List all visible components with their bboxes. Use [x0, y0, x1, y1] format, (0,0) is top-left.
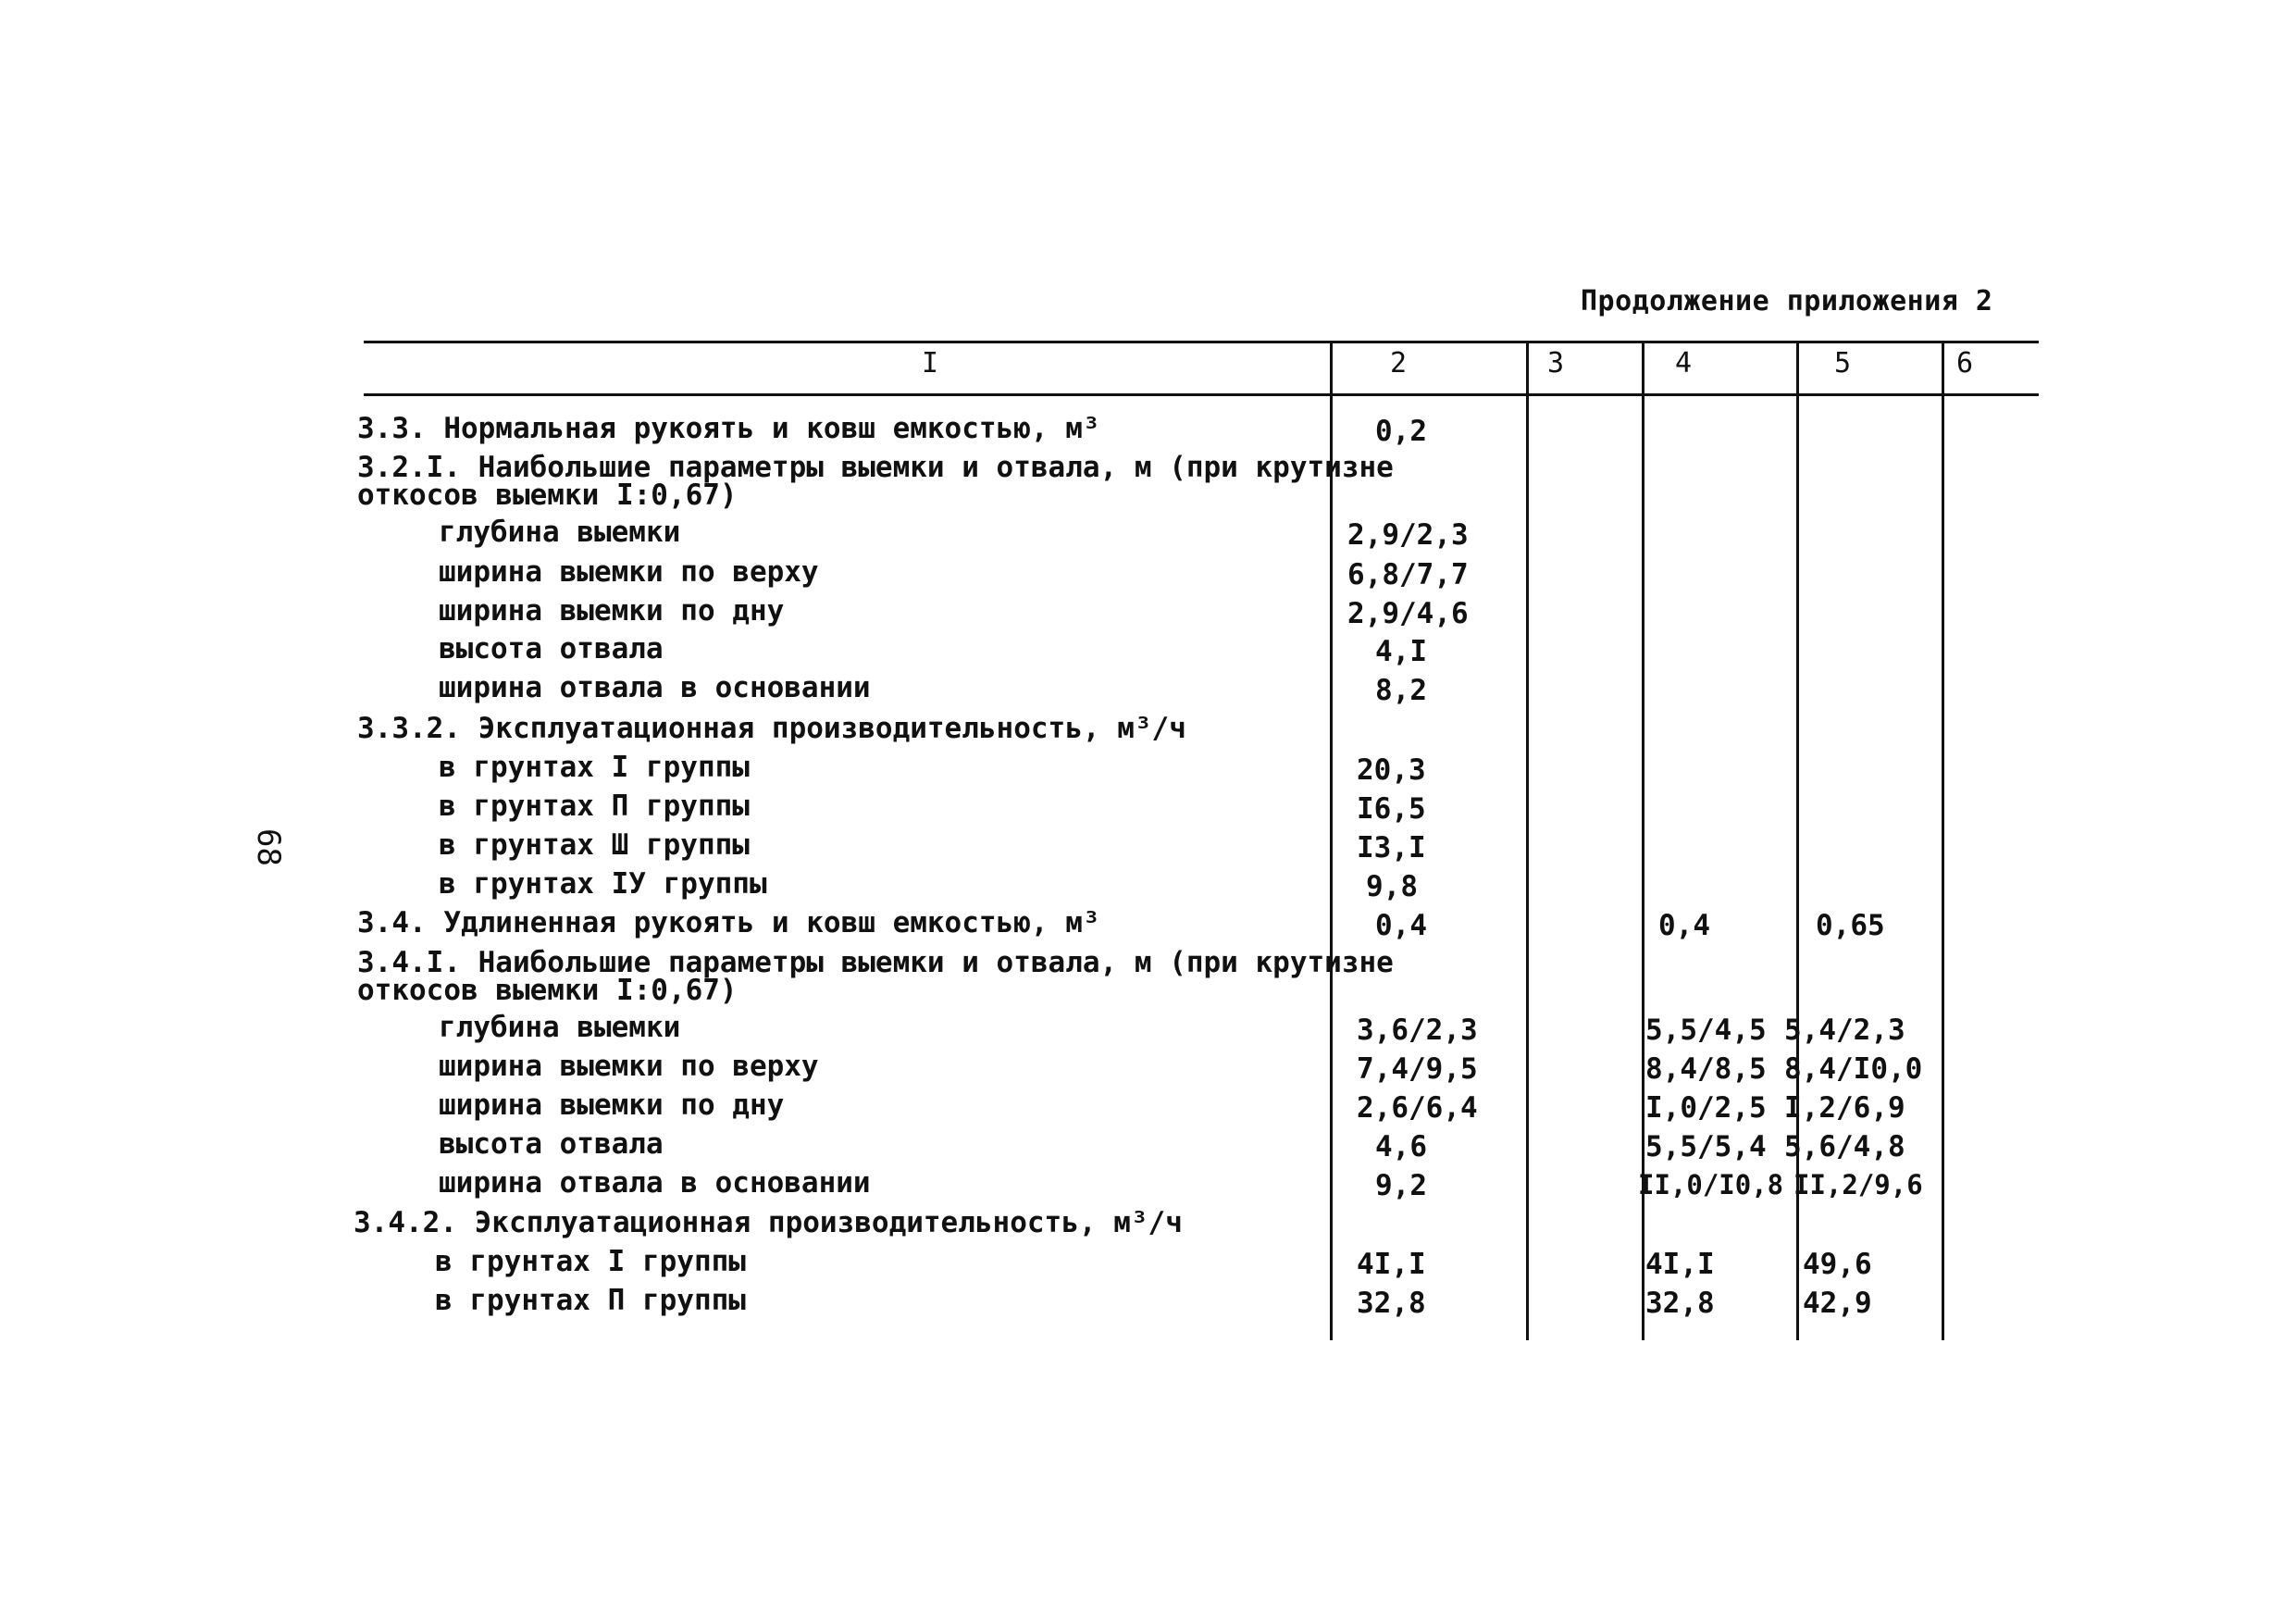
row-label: в грунтах П группы	[439, 790, 750, 823]
cell-col2: 4I,I	[1357, 1248, 1426, 1281]
cell-col5: 5,4/2,3	[1784, 1014, 1905, 1047]
row-label: глубина выемки	[439, 516, 681, 549]
row-label: 3.4.I. Наибольшие параметры выемки и отвала, м (при крутизне откосов выемки I:0,67)	[357, 946, 1394, 1007]
row-label: в грунтах П группы	[435, 1284, 746, 1317]
cell-col2: 32,8	[1357, 1287, 1426, 1320]
cell-col2: 4,6	[1375, 1130, 1427, 1163]
row-label: ширина выемки по дну	[439, 594, 785, 628]
cell-col5: I,2/6,9	[1784, 1091, 1905, 1125]
cell-col5: II,2/9,6	[1793, 1169, 1923, 1200]
row-label: 3.4. Удлиненная рукоять и ковш емкостью, м³	[357, 906, 1100, 939]
cell-col5: 42,9	[1803, 1287, 1872, 1320]
row-label: 3.4.2. Эксплуатационная производительность, м³/ч	[354, 1206, 1183, 1239]
header-top-rule	[364, 341, 2039, 343]
cell-col4: 0,4	[1658, 909, 1710, 942]
header-col-1: I	[922, 347, 939, 379]
col-divider-2	[1526, 341, 1529, 1340]
cell-col2: 0,2	[1375, 415, 1427, 448]
header-col-3: 3	[1547, 347, 1565, 379]
cell-col5: 8,4/I0,0	[1784, 1052, 1923, 1086]
row-label: ширина выемки по верху	[439, 1050, 819, 1083]
cell-col2: 7,4/9,5	[1357, 1052, 1478, 1086]
row-label: ширина отвала в основании	[439, 1166, 871, 1200]
cell-col4: 32,8	[1645, 1287, 1715, 1320]
cell-col2: 20,3	[1357, 753, 1426, 787]
cell-col2: 9,2	[1375, 1169, 1427, 1202]
cell-col4: I,0/2,5	[1645, 1091, 1767, 1125]
cell-col4: 4I,I	[1645, 1248, 1715, 1281]
cell-col4: 8,4/8,5	[1645, 1052, 1767, 1086]
row-label: высота отвала	[439, 632, 664, 665]
caption: Продолжение приложения 2	[1581, 285, 1993, 317]
cell-col5: 5,6/4,8	[1784, 1130, 1905, 1163]
header-bottom-rule	[364, 393, 2039, 396]
row-label: 3.3.2. Эксплуатационная производительность, м³/ч	[357, 712, 1186, 745]
page-number: 68	[250, 828, 287, 866]
cell-col4: 5,5/4,5	[1645, 1014, 1767, 1047]
cell-col4: II,0/I0,8	[1638, 1169, 1784, 1200]
cell-col2: 8,2	[1375, 674, 1427, 707]
col-divider-5	[1942, 341, 1944, 1340]
row-label: 3.3. Нормальная рукоять и ковш емкостью, м³	[357, 412, 1100, 445]
row-label: ширина выемки по верху	[439, 555, 819, 589]
cell-col2: 2,9/4,6	[1347, 597, 1469, 630]
cell-col5: 0,65	[1816, 909, 1885, 942]
cell-col2: I6,5	[1357, 792, 1426, 826]
header-col-6: 6	[1956, 347, 1974, 379]
row-label: в грунтах I группы	[435, 1245, 746, 1278]
cell-col2: 2,9/2,3	[1347, 518, 1469, 552]
cell-col2: 6,8/7,7	[1347, 558, 1469, 591]
row-label: в грунтах I группы	[439, 751, 750, 784]
cell-col2: 4,I	[1375, 635, 1427, 668]
header-col-5: 5	[1834, 347, 1852, 379]
cell-col2: I3,I	[1357, 831, 1426, 864]
row-label: в грунтах Ш группы	[439, 828, 750, 862]
row-label: глубина выемки	[439, 1011, 681, 1044]
row-label: 3.2.I. Наибольшие параметры выемки и отвала, м (при крутизне откосов выемки I:0,67)	[357, 451, 1394, 512]
cell-col2: 0,4	[1375, 909, 1427, 942]
cell-col2: 2,6/6,4	[1357, 1091, 1478, 1125]
row-label: в грунтах IУ группы	[439, 867, 767, 901]
row-label: ширина отвала в основании	[439, 671, 871, 704]
cell-col2: 9,8	[1366, 870, 1418, 903]
cell-col5: 49,6	[1803, 1248, 1872, 1281]
header-col-2: 2	[1390, 347, 1408, 379]
row-label: высота отвала	[439, 1127, 664, 1161]
row-label: ширина выемки по дну	[439, 1088, 785, 1122]
header-col-4: 4	[1675, 347, 1693, 379]
cell-col2: 3,6/2,3	[1357, 1014, 1478, 1047]
cell-col4: 5,5/5,4	[1645, 1130, 1767, 1163]
